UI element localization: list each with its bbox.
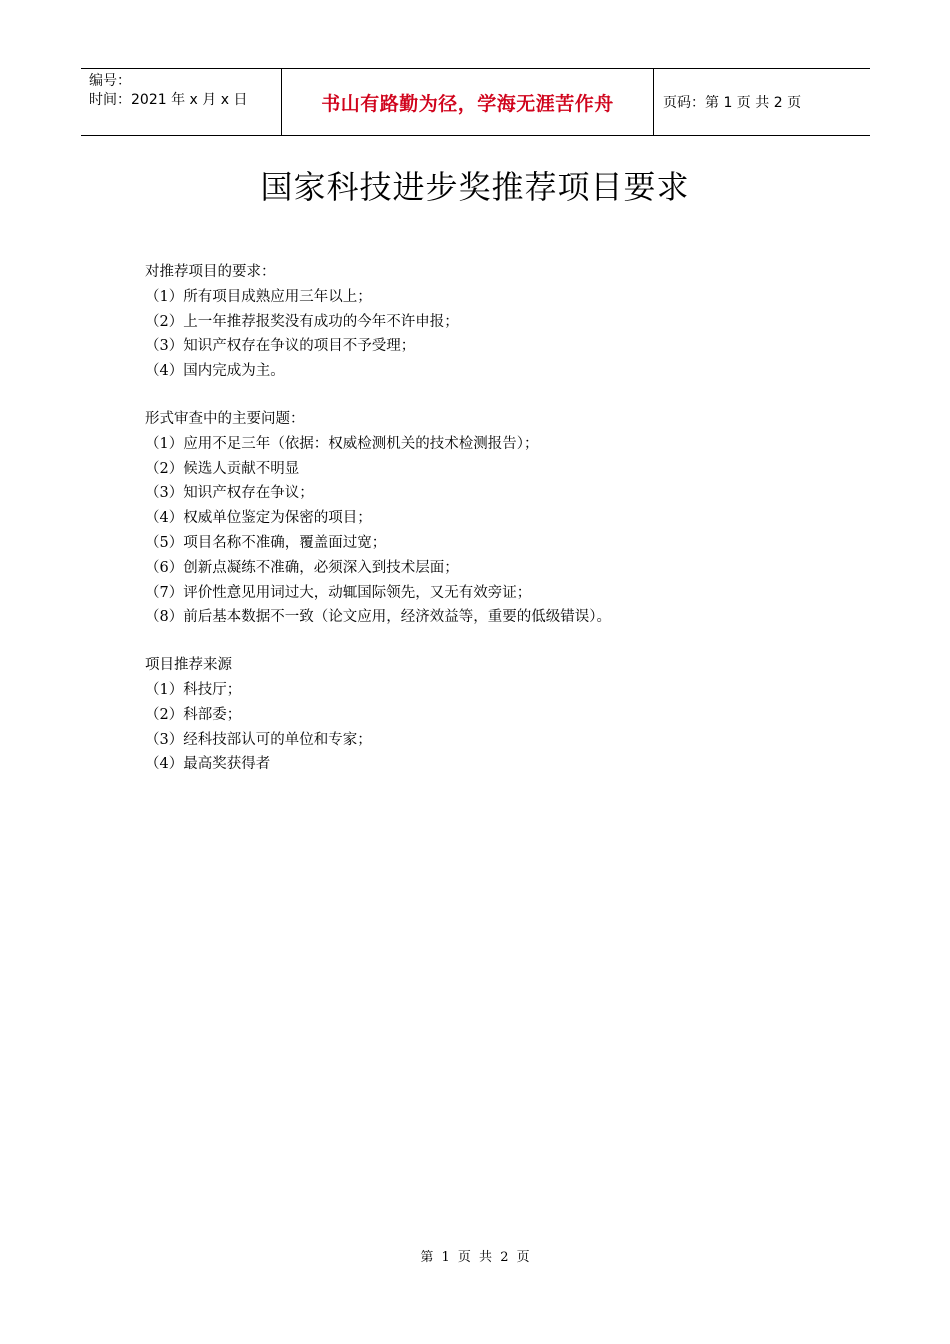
list-item: （8）前后基本数据不一致（论文应用，经济效益等，重要的低级错误）。	[145, 609, 611, 626]
number-label: 编号：	[89, 73, 131, 89]
list-item: （2）科部委；	[145, 706, 242, 723]
list-item: （3）经科技部认可的单位和专家；	[145, 731, 372, 748]
header-motto-cell	[281, 69, 654, 135]
list-item: （5）项目名称不准确，覆盖面过宽；	[145, 534, 387, 551]
section-heading: 项目推荐来源	[145, 657, 232, 674]
page-footer: 第 1 页 共 2 页	[420, 1250, 530, 1265]
section-heading: 形式审查中的主要问题：	[145, 410, 305, 427]
list-item: （4）国内完成为主。	[145, 363, 285, 380]
section-review-issues	[145, 407, 845, 630]
section-heading: 对推荐项目的要求：	[145, 264, 276, 280]
document-body	[145, 260, 845, 800]
list-item: （4）最高奖获得者	[145, 756, 271, 773]
page-title: 国家科技进步奖推荐项目要求	[260, 168, 690, 206]
list-item: （4）权威单位鉴定为保密的项目；	[145, 510, 372, 527]
list-item: （2）候选人贡献不明显	[145, 460, 300, 477]
header-page-cell	[654, 69, 870, 135]
motto-text: 书山有路勤为径，学海无涯苦作舟	[321, 92, 614, 115]
list-item: （7）评价性意见用词过大，动辄国际领先，又无有效旁证；	[145, 584, 532, 601]
list-item: （1）所有项目成熟应用三年以上；	[145, 288, 372, 305]
section-sources	[145, 653, 845, 777]
list-item: （1）科技厅；	[145, 681, 242, 698]
date-label: 时间：2021 年 x 月 x 日	[89, 92, 248, 108]
list-item: （1）应用不足三年（依据：权威检测机关的技术检测报告）；	[145, 435, 539, 452]
list-item: （2）上一年推荐报奖没有成功的今年不许申报；	[145, 313, 459, 330]
section-requirements	[145, 260, 845, 384]
page-info: 页码：第 1 页 共 2 页	[663, 95, 802, 111]
list-item: （6）创新点凝练不准确，必须深入到技术层面；	[145, 559, 459, 576]
list-item: （3）知识产权存在争议的项目不予受理；	[145, 338, 416, 355]
header-meta-cell	[81, 69, 281, 135]
list-item: （3）知识产权存在争议；	[145, 485, 314, 502]
document-header	[81, 68, 870, 136]
